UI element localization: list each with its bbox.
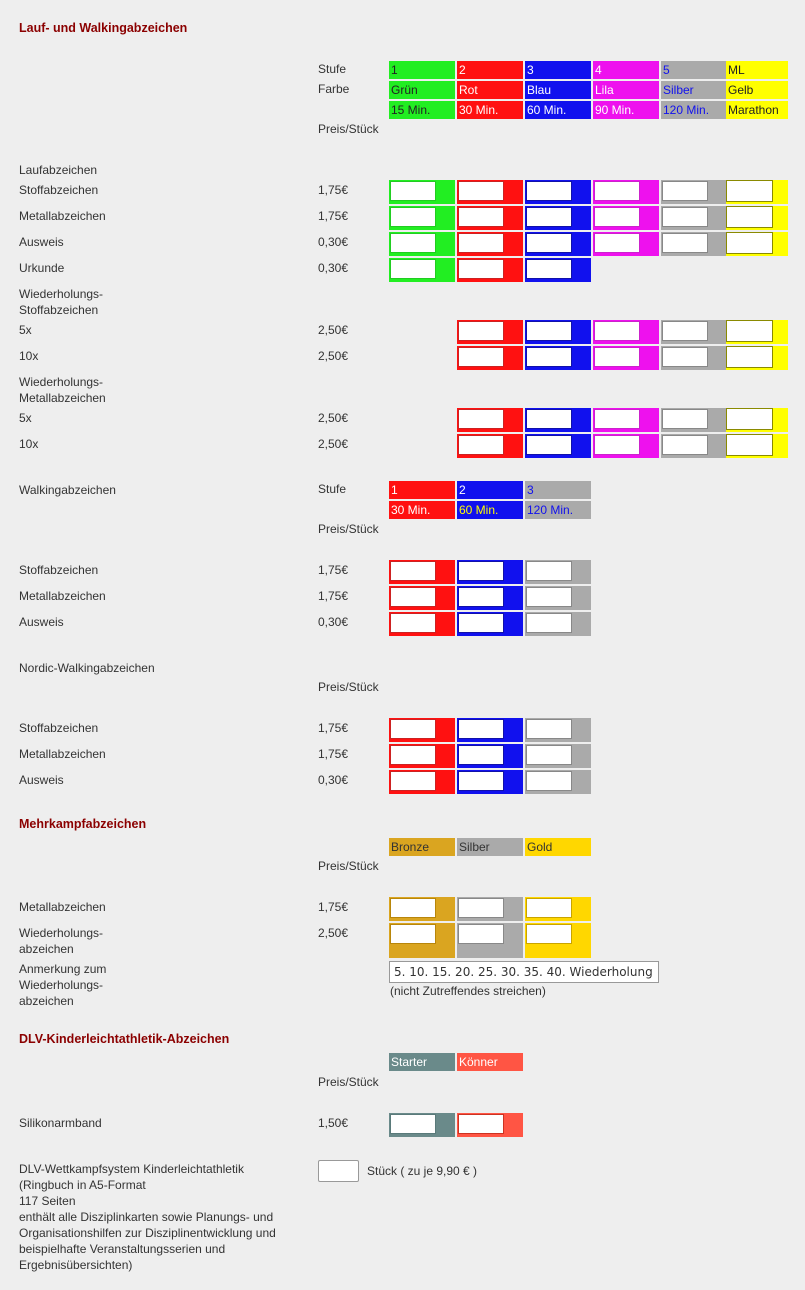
wdh-stoff-box-0-5 [726, 320, 788, 344]
walking-title: Walkingabzeichen [19, 483, 116, 497]
mk-level-1: Bronze [389, 838, 455, 856]
mk-preis-label: Preis/Stück [318, 859, 379, 873]
wdh-metall-box-1-3-input[interactable] [594, 435, 640, 455]
lauf-box-2-1-input[interactable] [458, 233, 504, 253]
silikon-price: 1,50€ [318, 1116, 349, 1130]
walking-box-1-1 [457, 586, 523, 610]
walking-zeit-1: 30 Min. [389, 501, 455, 519]
book-quantity-input[interactable] [318, 1160, 359, 1182]
anmerkung-input[interactable]: 5. 10. 15. 20. 25. 30. 35. 40. Wiederholung [389, 961, 659, 983]
nordic-title: Nordic-Walkingabzeichen [19, 661, 155, 675]
lauf-box-1-2-input[interactable] [526, 207, 572, 227]
mk-row-1-price: 2,50€ [318, 926, 349, 940]
lauf-box-0-0-input[interactable] [390, 181, 436, 201]
walking-row-1-price: 1,75€ [318, 589, 349, 603]
walking-box-2-1-input[interactable] [458, 613, 504, 633]
mk-box-1-1 [457, 923, 523, 958]
wdh-stoff-box-1-3-input[interactable] [594, 347, 640, 367]
dlv-box-0 [389, 1113, 455, 1137]
wdh-stoff-box-0-1 [457, 320, 523, 344]
nordic-box-2-0 [389, 770, 455, 794]
wdh-metall-box-0-5-input[interactable] [726, 408, 773, 430]
lauf-row-3-price: 0,30€ [318, 261, 349, 275]
walking-zeit-2: 60 Min. [457, 501, 523, 519]
lauf-zeit-4: 90 Min. [593, 101, 659, 119]
lauf-farbe-3: Blau [525, 81, 591, 99]
lauf-box-2-0 [389, 232, 455, 256]
dlv-box-1 [457, 1113, 523, 1137]
wdh-metall-0-price: 2,50€ [318, 411, 349, 425]
wdh-metall-1-label: 10x [19, 437, 39, 451]
nordic-row-1-label: Metallabzeichen [19, 747, 106, 761]
mk-level-2: Silber [457, 838, 523, 856]
stufe-label: Stufe [318, 62, 347, 76]
anmerkung-hint: (nicht Zutreffendes streichen) [390, 984, 546, 998]
nordic-box-1-1-input[interactable] [458, 745, 504, 765]
laufabzeichen-label: Laufabzeichen [19, 163, 98, 177]
mk-box-1-2 [525, 923, 591, 958]
walking-row-2-price: 0,30€ [318, 615, 349, 629]
dlv-box-0-input[interactable] [390, 1114, 436, 1134]
wdh-metall-box-0-2 [525, 408, 591, 432]
walking-stufe-2: 2 [457, 481, 523, 499]
wdh-metall-box-0-5 [726, 408, 788, 432]
lauf-box-2-4-input[interactable] [662, 233, 708, 253]
wdh-stoff-box-0-2 [525, 320, 591, 344]
lauf-box-3-0 [389, 258, 455, 282]
lauf-row-1-price: 1,75€ [318, 209, 349, 223]
dlv-level-2: Könner [457, 1053, 523, 1071]
nordic-row-0-label: Stoffabzeichen [19, 721, 99, 735]
wdh-metall-box-1-2 [525, 434, 591, 458]
lauf-stufe-5: 5 [661, 61, 727, 79]
lauf-box-1-0 [389, 206, 455, 230]
book-description: DLV-Wettkampfsystem Kinderleichtathletik (Ringbuch in A5-Format 117 Seiten enthält alle Disziplinkarten sowie Planungs- und Organisationshilfen zur Disziplinentwicklung und beispielhafte Veranstaltungsserien und Ergebnisübersichten) [19, 1162, 276, 1272]
wdh-stoff-box-1-2 [525, 346, 591, 370]
mk-box-0-0-input[interactable] [390, 898, 436, 918]
wdh-metall-box-0-1 [457, 408, 523, 432]
mk-box-1-0-input[interactable] [390, 924, 436, 944]
lauf-zeit-5: 120 Min. [661, 101, 727, 119]
lauf-box-1-0-input[interactable] [390, 207, 436, 227]
wdh-stoff-box-0-4 [661, 320, 727, 344]
lauf-zeit-1: 15 Min. [389, 101, 455, 119]
dlv-box-1-input[interactable] [458, 1114, 504, 1134]
lauf-zeit-3: 60 Min. [525, 101, 591, 119]
mk-box-1-1-input[interactable] [458, 924, 504, 944]
lauf-box-1-5 [726, 206, 788, 230]
dlv-level-1: Starter [389, 1053, 455, 1071]
nordic-box-2-1-input[interactable] [458, 771, 504, 791]
wdh-metall-box-1-5-input[interactable] [726, 434, 773, 456]
section-title-lauf: Lauf- und Walkingabzeichen [19, 21, 188, 35]
lauf-box-3-1 [457, 258, 523, 282]
lauf-box-1-4 [661, 206, 727, 230]
mk-box-1-0 [389, 923, 455, 958]
lauf-row-0-price: 1,75€ [318, 183, 349, 197]
lauf-box-0-3-input[interactable] [594, 181, 640, 201]
wdh-stoff-box-1-5-input[interactable] [726, 346, 773, 368]
walking-row-1-label: Metallabzeichen [19, 589, 106, 603]
preis-label: Preis/Stück [318, 122, 379, 136]
walking-box-0-2 [525, 560, 591, 584]
walking-row-0-price: 1,75€ [318, 563, 349, 577]
nordic-box-2-1 [457, 770, 523, 794]
wdh-metall-box-0-4 [661, 408, 727, 432]
anmerkung-label: Anmerkung zum Wiederholungs- abzeichen [19, 962, 107, 1008]
mk-level-3: Gold [525, 838, 591, 856]
lauf-zeit-2: 30 Min. [457, 101, 523, 119]
lauf-box-1-1 [457, 206, 523, 230]
lauf-box-1-3-input[interactable] [594, 207, 640, 227]
lauf-box-2-5-input[interactable] [726, 232, 773, 254]
walking-box-0-0 [389, 560, 455, 584]
lauf-box-3-2-input[interactable] [526, 259, 572, 279]
nordic-row-1-price: 1,75€ [318, 747, 349, 761]
nordic-box-2-0-input[interactable] [390, 771, 436, 791]
lauf-box-0-4-input[interactable] [662, 181, 708, 201]
lauf-box-2-2 [525, 232, 591, 256]
lauf-box-1-3 [593, 206, 659, 230]
wdh-metall-0-label: 5x [19, 411, 32, 425]
lauf-row-1-label: Metallabzeichen [19, 209, 106, 223]
wdh-metall-box-1-4 [661, 434, 727, 458]
wdh-stoff-box-1-1 [457, 346, 523, 370]
wdh-stoff-label: Wiederholungs- Stoffabzeichen [19, 287, 104, 317]
nordic-box-1-0-input[interactable] [390, 745, 436, 765]
nordic-box-0-2-input[interactable] [526, 719, 572, 739]
nordic-box-1-2 [525, 744, 591, 768]
lauf-row-2-price: 0,30€ [318, 235, 349, 249]
wdh-stoff-box-0-1-input[interactable] [458, 321, 504, 341]
wdh-stoff-0-price: 2,50€ [318, 323, 349, 337]
nordic-box-1-0 [389, 744, 455, 768]
lauf-stufe-3: 3 [525, 61, 591, 79]
wdh-metall-box-0-1-input[interactable] [458, 409, 504, 429]
nordic-box-0-1-input[interactable] [458, 719, 504, 739]
wdh-stoff-box-1-2-input[interactable] [526, 347, 572, 367]
wdh-metall-label: Wiederholungs- Metallabzeichen [19, 375, 106, 405]
lauf-box-3-0-input[interactable] [390, 259, 436, 279]
walking-box-1-2-input[interactable] [526, 587, 572, 607]
section-title-mehrkampf: Mehrkampfabzeichen [19, 817, 147, 831]
mk-row-0-price: 1,75€ [318, 900, 349, 914]
nordic-box-0-1 [457, 718, 523, 742]
lauf-stufe-2: 2 [457, 61, 523, 79]
lauf-box-1-5-input[interactable] [726, 206, 773, 228]
silikon-label: Silikonarmband [19, 1116, 102, 1130]
lauf-box-0-1 [457, 180, 523, 204]
walking-preis-label: Preis/Stück [318, 522, 379, 536]
lauf-farbe-6: Gelb [726, 81, 788, 99]
wdh-metall-box-1-4-input[interactable] [662, 435, 708, 455]
wdh-metall-box-0-2-input[interactable] [526, 409, 572, 429]
walking-box-1-1-input[interactable] [458, 587, 504, 607]
wdh-metall-box-0-3-input[interactable] [594, 409, 640, 429]
wdh-stoff-1-price: 2,50€ [318, 349, 349, 363]
lauf-stufe-6: ML [726, 61, 788, 79]
nordic-box-0-0-input[interactable] [390, 719, 436, 739]
dlv-preis-label: Preis/Stück [318, 1075, 379, 1089]
walking-box-1-2 [525, 586, 591, 610]
lauf-box-1-4-input[interactable] [662, 207, 708, 227]
lauf-box-0-5 [726, 180, 788, 204]
wdh-metall-box-1-3 [593, 434, 659, 458]
walking-row-2-label: Ausweis [19, 615, 64, 629]
wdh-stoff-box-1-4-input[interactable] [662, 347, 708, 367]
mk-box-1-2-input[interactable] [526, 924, 572, 944]
wdh-metall-box-1-1 [457, 434, 523, 458]
mk-box-0-2-input[interactable] [526, 898, 572, 918]
farbe-label: Farbe [318, 82, 350, 96]
lauf-farbe-1: Grün [389, 81, 455, 99]
lauf-box-2-0-input[interactable] [390, 233, 436, 253]
lauf-box-2-4 [661, 232, 727, 256]
lauf-box-0-0 [389, 180, 455, 204]
wdh-metall-box-1-5 [726, 434, 788, 458]
lauf-box-0-4 [661, 180, 727, 204]
mk-row-1-label: Wiederholungs- abzeichen [19, 926, 104, 956]
walking-box-0-1 [457, 560, 523, 584]
walking-stufe-3: 3 [525, 481, 591, 499]
walking-box-0-0-input[interactable] [390, 561, 436, 581]
wdh-stoff-box-0-3 [593, 320, 659, 344]
lauf-farbe-2: Rot [457, 81, 523, 99]
walking-row-0-label: Stoffabzeichen [19, 563, 99, 577]
wdh-metall-box-1-1-input[interactable] [458, 435, 504, 455]
lauf-row-0-label: Stoffabzeichen [19, 183, 99, 197]
lauf-box-0-1-input[interactable] [458, 181, 504, 201]
nordic-preis-label: Preis/Stück [318, 680, 379, 694]
wdh-metall-box-0-4-input[interactable] [662, 409, 708, 429]
nordic-box-0-0 [389, 718, 455, 742]
lauf-farbe-4: Lila [593, 81, 659, 99]
lauf-box-3-2 [525, 258, 591, 282]
lauf-box-1-1-input[interactable] [458, 207, 504, 227]
lauf-stufe-4: 4 [593, 61, 659, 79]
walking-zeit-3: 120 Min. [525, 501, 591, 519]
wdh-stoff-box-1-3 [593, 346, 659, 370]
walking-stufe-label: Stufe [318, 482, 347, 496]
wdh-stoff-box-0-4-input[interactable] [662, 321, 708, 341]
nordic-box-1-2-input[interactable] [526, 745, 572, 765]
mk-row-0-label: Metallabzeichen [19, 900, 106, 914]
wdh-metall-box-1-2-input[interactable] [526, 435, 572, 455]
walking-box-2-0-input[interactable] [390, 613, 436, 633]
walking-stufe-1: 1 [389, 481, 455, 499]
wdh-stoff-box-1-1-input[interactable] [458, 347, 504, 367]
nordic-box-2-2 [525, 770, 591, 794]
nordic-box-0-2 [525, 718, 591, 742]
lauf-box-2-3 [593, 232, 659, 256]
walking-box-2-0 [389, 612, 455, 636]
lauf-box-2-5 [726, 232, 788, 256]
section-title-dlv: DLV-Kinderleichtathletik-Abzeichen [19, 1032, 230, 1046]
wdh-stoff-box-0-3-input[interactable] [594, 321, 640, 341]
wdh-stoff-1-label: 10x [19, 349, 39, 363]
lauf-row-2-label: Ausweis [19, 235, 64, 249]
wdh-metall-1-price: 2,50€ [318, 437, 349, 451]
book-qty-suffix: Stück ( zu je 9,90 € ) [367, 1164, 478, 1178]
nordic-row-2-label: Ausweis [19, 773, 64, 787]
walking-box-2-2-input[interactable] [526, 613, 572, 633]
lauf-box-0-3 [593, 180, 659, 204]
wdh-stoff-box-0-5-input[interactable] [726, 320, 773, 342]
walking-box-2-2 [525, 612, 591, 636]
lauf-box-2-3-input[interactable] [594, 233, 640, 253]
wdh-metall-box-0-3 [593, 408, 659, 432]
lauf-zeit-6: Marathon [726, 101, 788, 119]
lauf-box-0-2-input[interactable] [526, 181, 572, 201]
lauf-box-3-1-input[interactable] [458, 259, 504, 279]
wdh-stoff-0-label: 5x [19, 323, 32, 337]
lauf-farbe-5: Silber [661, 81, 727, 99]
wdh-stoff-box-1-5 [726, 346, 788, 370]
walking-box-1-0 [389, 586, 455, 610]
wdh-stoff-box-0-2-input[interactable] [526, 321, 572, 341]
lauf-row-3-label: Urkunde [19, 261, 65, 275]
walking-box-0-1-input[interactable] [458, 561, 504, 581]
walking-box-2-1 [457, 612, 523, 636]
nordic-row-2-price: 0,30€ [318, 773, 349, 787]
mk-box-0-0 [389, 897, 455, 921]
nordic-row-0-price: 1,75€ [318, 721, 349, 735]
nordic-box-2-2-input[interactable] [526, 771, 572, 791]
mk-box-0-2 [525, 897, 591, 921]
walking-box-1-0-input[interactable] [390, 587, 436, 607]
nordic-box-1-1 [457, 744, 523, 768]
lauf-box-1-2 [525, 206, 591, 230]
lauf-stufe-1: 1 [389, 61, 455, 79]
mk-box-0-1 [457, 897, 523, 921]
mk-box-0-1-input[interactable] [458, 898, 504, 918]
lauf-box-2-2-input[interactable] [526, 233, 572, 253]
wdh-stoff-box-1-4 [661, 346, 727, 370]
lauf-box-0-5-input[interactable] [726, 180, 773, 202]
lauf-box-2-1 [457, 232, 523, 256]
walking-box-0-2-input[interactable] [526, 561, 572, 581]
lauf-box-0-2 [525, 180, 591, 204]
